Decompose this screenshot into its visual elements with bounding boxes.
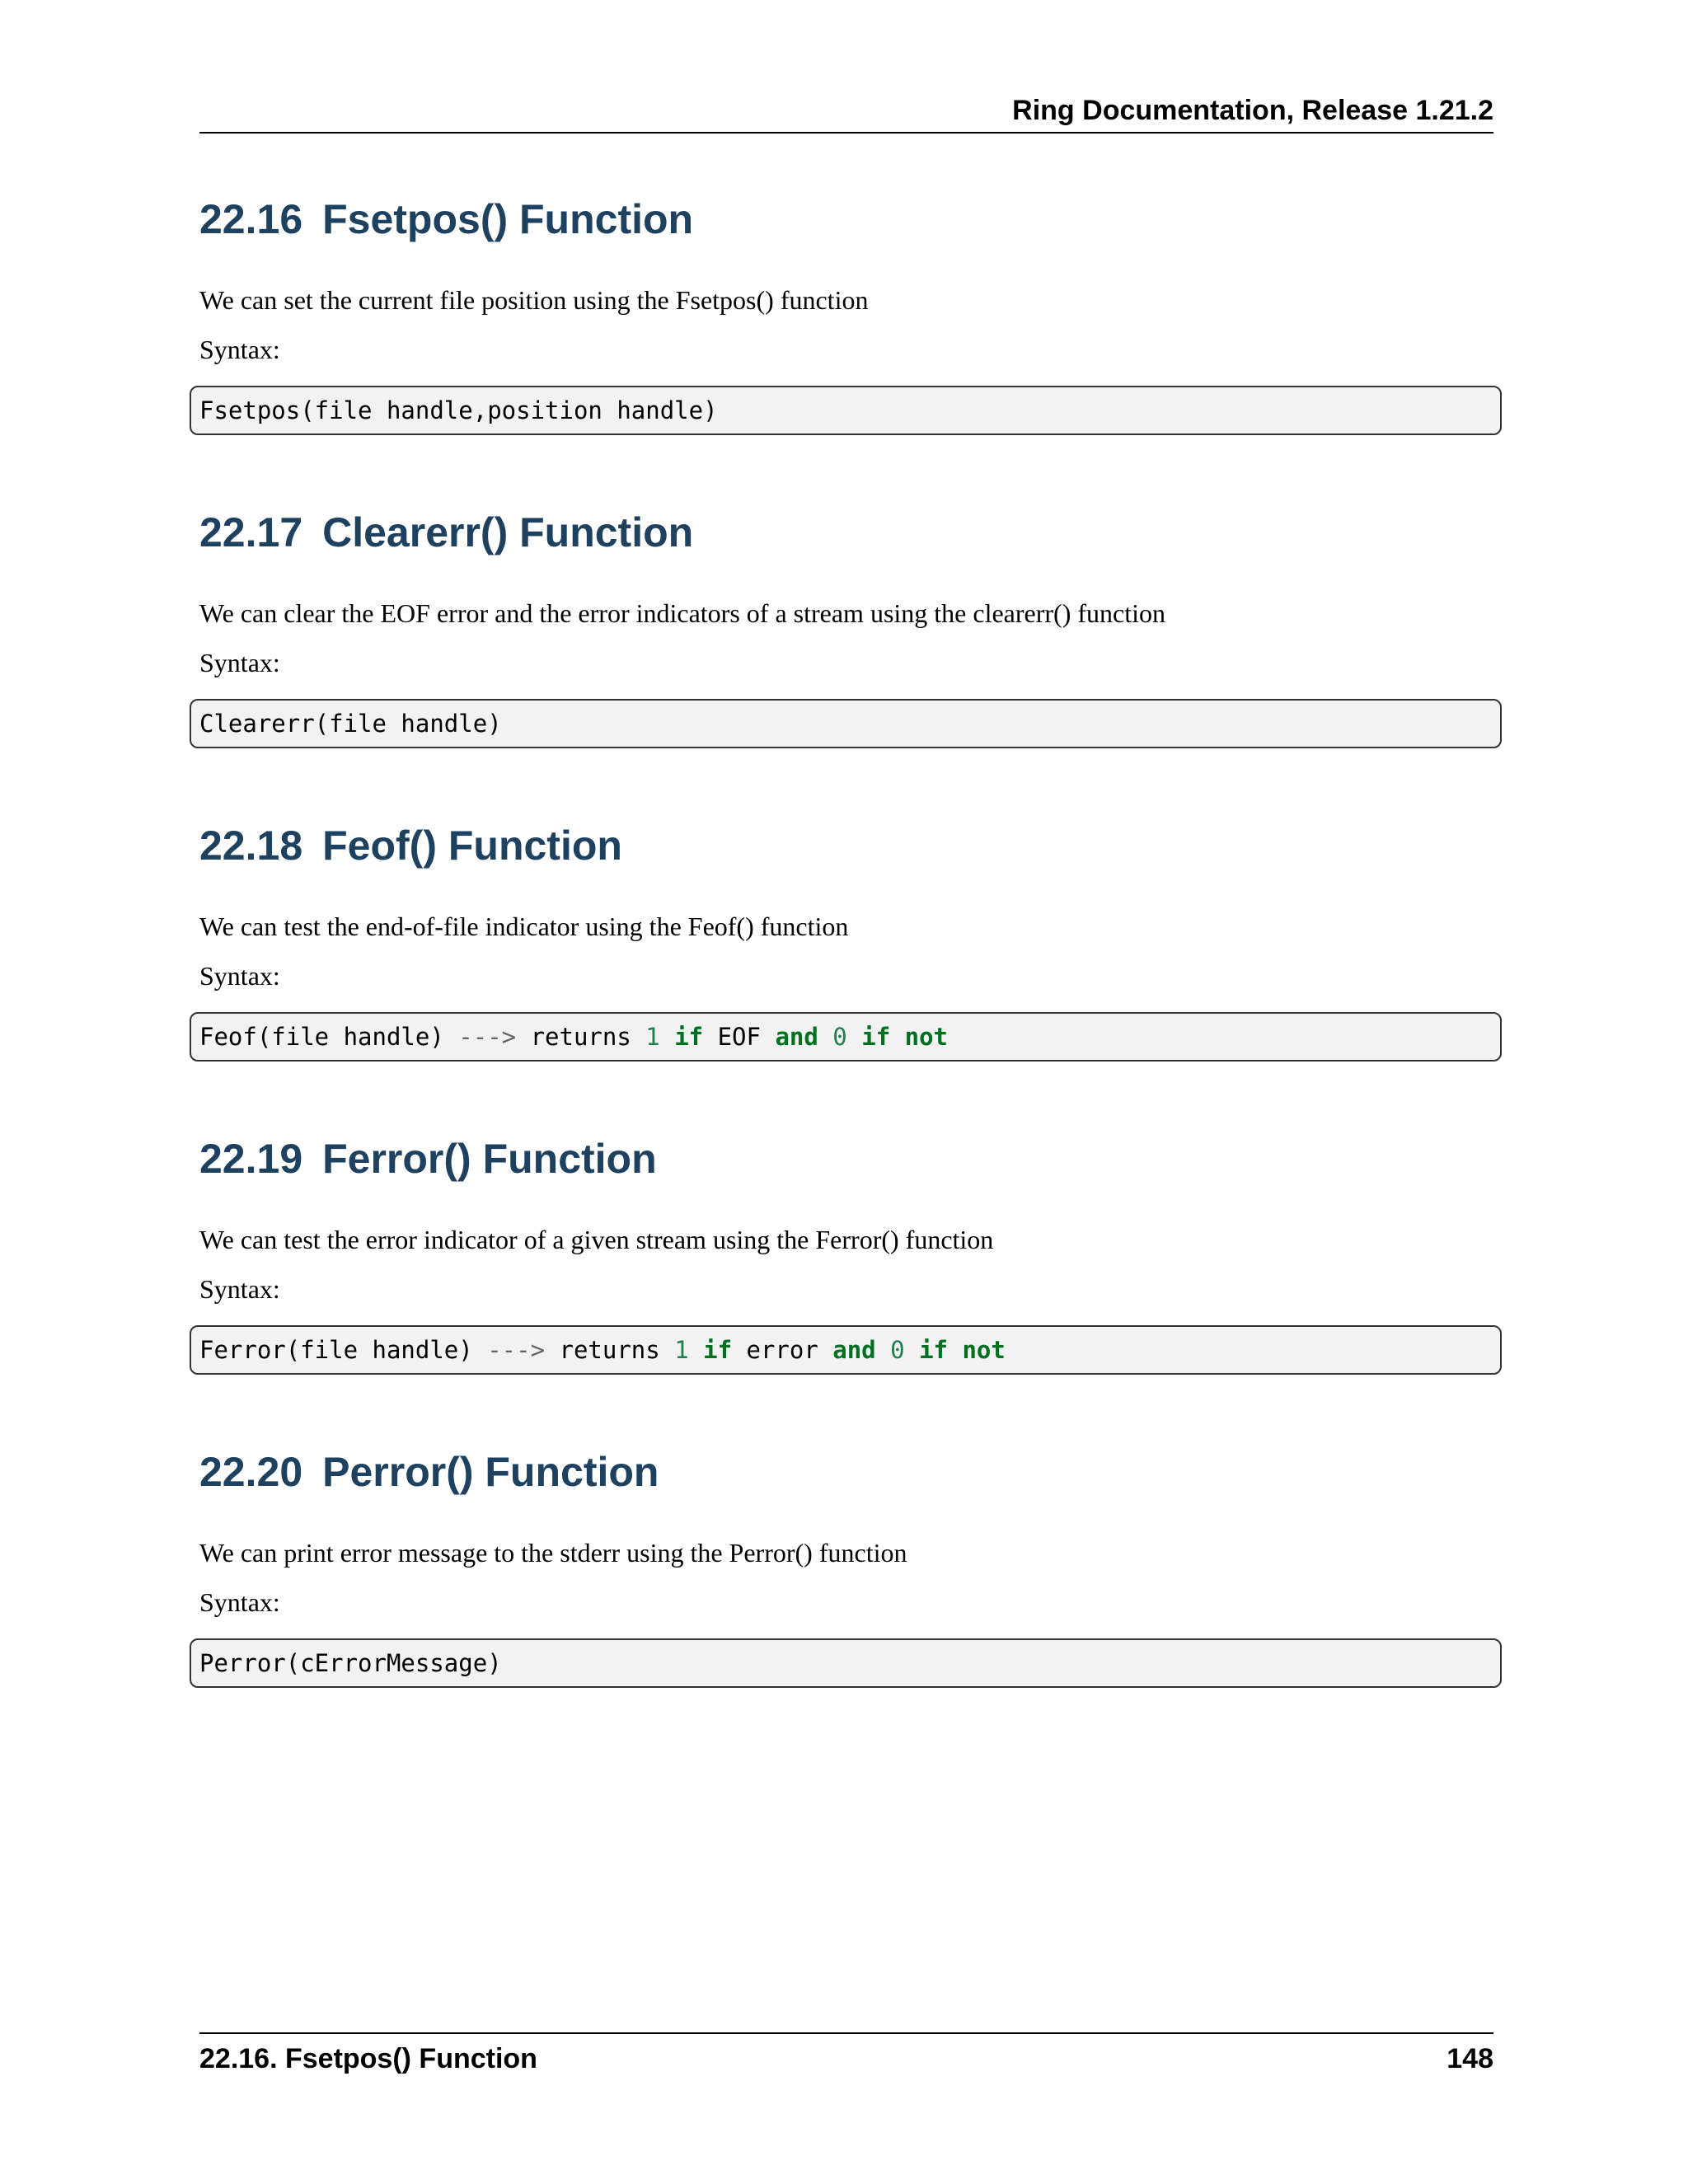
section-heading [199, 1134, 657, 1183]
section-number: 22.19 [199, 1136, 303, 1182]
section-description: We can test the error indicator of a given stream using the Ferror() function [199, 1225, 994, 1254]
footer-section-title: 22.16. Fsetpos() Function [199, 2043, 537, 2074]
code-text: error [732, 1336, 833, 1364]
section-number: 22.18 [199, 823, 303, 869]
code-number: 0 [832, 1023, 847, 1051]
section-title: Perror() Function [322, 1449, 659, 1495]
code-block [190, 1325, 1502, 1375]
code-number: 0 [890, 1336, 905, 1364]
code-keyword: if [919, 1336, 948, 1364]
running-header [199, 92, 1493, 134]
section-title: Fsetpos() Function [322, 196, 694, 242]
syntax-label: Syntax: [199, 1274, 280, 1304]
code-operator: ---> [487, 1336, 546, 1364]
code-text: returns [545, 1336, 675, 1364]
code-keyword: not [962, 1336, 1006, 1364]
section-title: Clearerr() Function [322, 509, 694, 555]
running-footer [199, 2032, 1493, 2074]
header-title: Ring Documentation, Release 1.21.2 [1012, 95, 1493, 126]
section-heading [199, 508, 693, 557]
code-text: EOF [703, 1023, 776, 1051]
code-keyword: and [832, 1336, 876, 1364]
code-keyword: if [861, 1023, 891, 1051]
code-keyword: not [904, 1023, 949, 1051]
code-call: Ferror(file handle) [199, 1336, 488, 1364]
code-operator: ---> [458, 1023, 517, 1051]
code-block: Perror(cErrorMessage) [190, 1638, 1502, 1688]
syntax-label: Syntax: [199, 1587, 280, 1617]
section-description: We can print error message to the stderr using the Perror() function [199, 1538, 907, 1568]
code-block [190, 1012, 1502, 1062]
section-description: We can set the current file position using the Fsetpos() function [199, 285, 869, 315]
section-description: We can test the end-of-file indicator using the Feof() function [199, 912, 849, 941]
code-keyword: and [775, 1023, 818, 1051]
code-block: Fsetpos(file handle,position handle) [190, 386, 1502, 435]
code-keyword: if [674, 1023, 704, 1051]
section-description: We can clear the EOF error and the error indicators of a stream using the clearerr() function [199, 598, 1165, 628]
section-heading [199, 194, 693, 244]
section-number: 22.17 [199, 509, 303, 555]
document-page [199, 0, 1493, 2184]
code-number: 1 [674, 1336, 689, 1364]
syntax-label: Syntax: [199, 648, 280, 677]
code-text: returns [516, 1023, 646, 1051]
section-title: Feof() Function [322, 823, 622, 869]
page-number: 148 [1447, 2043, 1493, 2074]
section-number: 22.20 [199, 1449, 303, 1495]
code-keyword: if [703, 1336, 733, 1364]
section-heading [199, 1447, 659, 1497]
section-title: Ferror() Function [322, 1136, 657, 1182]
syntax-label: Syntax: [199, 961, 280, 991]
section-number: 22.16 [199, 196, 303, 242]
code-call: Feof(file handle) [199, 1023, 459, 1051]
syntax-label: Syntax: [199, 335, 280, 364]
section-heading [199, 821, 622, 870]
code-number: 1 [645, 1023, 660, 1051]
code-block: Clearerr(file handle) [190, 699, 1502, 748]
